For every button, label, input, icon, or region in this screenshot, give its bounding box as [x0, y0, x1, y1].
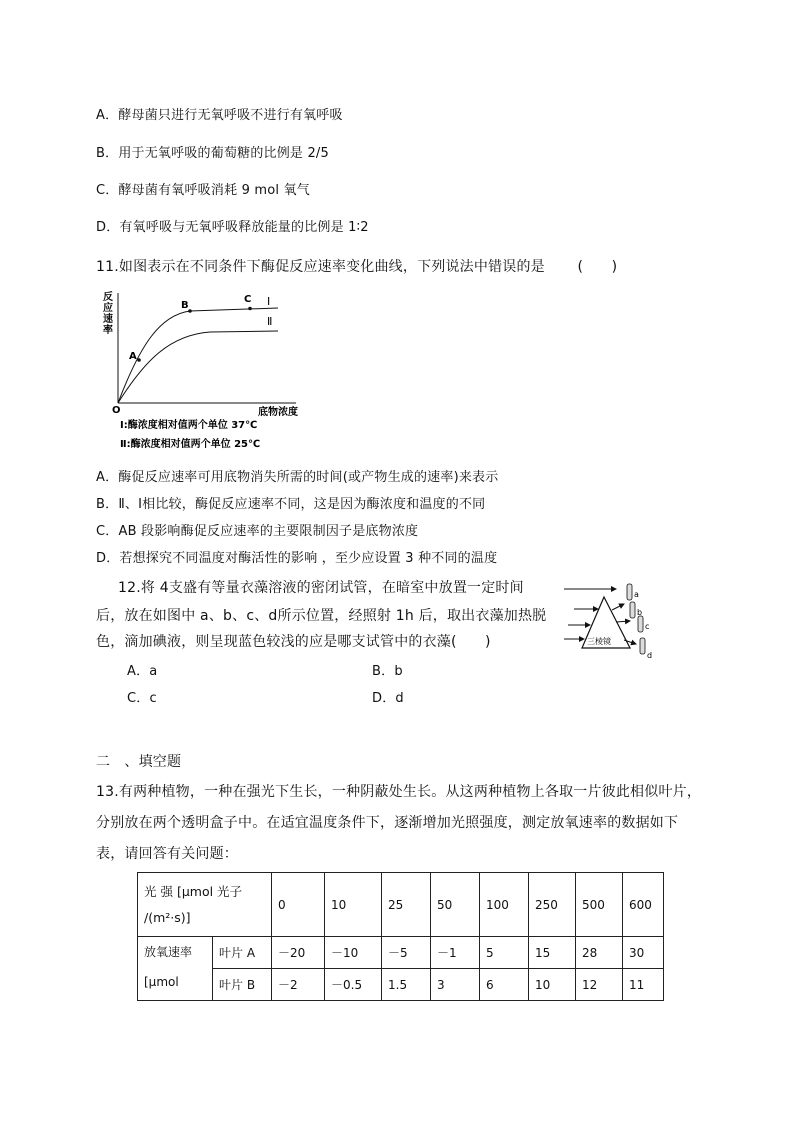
row-label-line-2: [μmol	[144, 975, 179, 989]
q11-option-b: B．Ⅱ、Ⅰ相比较，酶促反应速率不同，这是因为酶浓度和温度的不同	[96, 497, 486, 512]
q10-option-d: D．有氧呼吸与无氧呼吸释放能量的比例是 1∶2	[96, 220, 369, 235]
leaf-a-value: 30	[623, 937, 664, 969]
leaf-b-value: 1.5	[382, 969, 431, 1001]
y-label-1: 反	[103, 292, 113, 303]
light-value: 25	[382, 873, 431, 937]
q10-option-a: A．酵母菌只进行无氧呼吸不进行有氧呼吸	[96, 108, 343, 123]
curve-ii	[118, 331, 278, 403]
leaf-b-value: －2	[272, 969, 325, 1001]
legend-ii: Ⅱ:酶浓度相对值两个单位 25℃	[120, 439, 261, 450]
q10-option-c: C．酵母菌有氧呼吸消耗 9 mol 氧气	[96, 183, 310, 198]
leaf-a-label: 叶片 A	[213, 937, 272, 969]
prism-label: 三棱镜	[587, 637, 611, 646]
point-a	[137, 358, 141, 362]
light-value: 50	[431, 873, 480, 937]
table-header-row	[138, 873, 664, 937]
test-tube-b-icon	[630, 602, 635, 618]
y-label-4: 率	[103, 325, 113, 336]
q12-option-d: D．d	[372, 691, 404, 706]
q12-option-b: B．b	[372, 664, 403, 679]
row-label-line-1: 放氧速率	[144, 945, 193, 959]
curve-ii-label: Ⅱ	[267, 315, 273, 328]
curve-i-label: Ⅰ	[267, 295, 271, 308]
point-a-label: A	[129, 351, 137, 362]
point-b-label: B	[181, 300, 189, 311]
q12-line-2: 后，放在如图中 a、b、c、d所示位置，经照射 1h 后，取出衣藻加热脱	[96, 608, 547, 624]
leaf-a-value: 28	[576, 937, 623, 969]
test-tube-d-icon	[640, 638, 645, 654]
q11-answer-bracket: ( )	[577, 259, 618, 275]
tube-a-label: a	[634, 590, 639, 599]
q13-line-2: 分别放在两个透明盒子中。在适宜温度条件下，逐渐增加光照强度，测定放氧速率的数据如下	[96, 815, 679, 831]
tube-c-label: c	[645, 622, 650, 631]
q13-line-1: 13.有两种植物，一种在强光下生长，一种阴蔽处生长。从这两种植物上各取一片彼此相似叶片，	[96, 784, 702, 800]
q11-stem	[96, 256, 617, 276]
light-value: 10	[325, 873, 382, 937]
test-tube-a-icon	[627, 584, 632, 600]
q12-line-1: 12.将 4支盛有等量衣藻溶液的密闭试管，在暗室中放置一定时间	[118, 580, 524, 596]
q11-option-c: C．AB 段影响酶促反应速率的主要限制因子是底物浓度	[96, 524, 419, 539]
light-oxygen-table	[137, 872, 664, 1001]
leaf-a-value: －1	[431, 937, 480, 969]
header-label-line-1: 光 强 [μmol 光子	[144, 883, 243, 899]
point-c-label: C	[244, 294, 252, 305]
legend-i: Ⅰ:酶浓度相对值两个单位 37℃	[120, 420, 258, 431]
leaf-b-value: 12	[576, 969, 623, 1001]
point-b	[188, 309, 192, 313]
q12-line-3: 色，滴加碘液，则呈现蓝色较浅的应是哪支试管中的衣藻( )	[96, 634, 491, 650]
leaf-b-value: 6	[480, 969, 529, 1001]
light-value: 250	[529, 873, 576, 937]
leaf-b-label: 叶片 B	[213, 969, 272, 1001]
prism-figure	[562, 582, 672, 664]
header-label-line-2: /(m²·s)]	[144, 909, 191, 925]
header-label-cell	[138, 873, 272, 937]
curve-i	[118, 308, 278, 403]
light-value: 0	[272, 873, 325, 937]
section-title: 二 、填空题	[96, 754, 182, 770]
leaf-a-value: －5	[382, 937, 431, 969]
origin-label: O	[112, 405, 121, 416]
tube-b-label: b	[637, 608, 643, 617]
q10-option-b: B．用于无氧呼吸的葡萄糖的比例是 2/5	[96, 146, 329, 161]
q11-stem-text: 11.如图表示在不同条件下酶促反应速率变化曲线，下列说法中错误的是	[96, 259, 545, 275]
enzyme-rate-graph	[100, 285, 310, 455]
leaf-b-value: 10	[529, 969, 576, 1001]
leaf-b-value: 11	[623, 969, 664, 1001]
table-row-leaf-b	[138, 969, 664, 1001]
y-label-3: 速	[103, 314, 113, 325]
q11-option-a: A．酶促反应速率可用底物消失所需的时间(或产物生成的速率)来表示	[96, 470, 499, 485]
q12-option-a: A．a	[127, 664, 158, 679]
q13-line-3: 表，请回答有关问题：	[96, 846, 238, 862]
leaf-b-value: －0.5	[325, 969, 382, 1001]
row-label-cell	[138, 937, 213, 1001]
q11-option-d: D．若想探究不同温度对酶活性的影响 ，至少应设置 3 种不同的温度	[96, 551, 498, 566]
leaf-a-value: 15	[529, 937, 576, 969]
x-axis-label: 底物浓度	[258, 407, 298, 418]
light-value: 600	[623, 873, 664, 937]
y-label-2: 应	[103, 303, 113, 314]
tube-d-label: d	[647, 651, 653, 660]
q12-option-c: C．c	[127, 691, 157, 706]
leaf-a-value: 5	[480, 937, 529, 969]
table-row-leaf-a	[138, 937, 664, 969]
out-arrow-c	[616, 621, 630, 622]
test-tube-c-icon	[638, 616, 643, 632]
leaf-a-value: －10	[325, 937, 382, 969]
leaf-a-value: －20	[272, 937, 325, 969]
leaf-b-value: 3	[431, 969, 480, 1001]
out-arrow-b	[612, 604, 624, 610]
point-c	[248, 307, 252, 311]
light-value: 500	[576, 873, 623, 937]
light-value: 100	[480, 873, 529, 937]
